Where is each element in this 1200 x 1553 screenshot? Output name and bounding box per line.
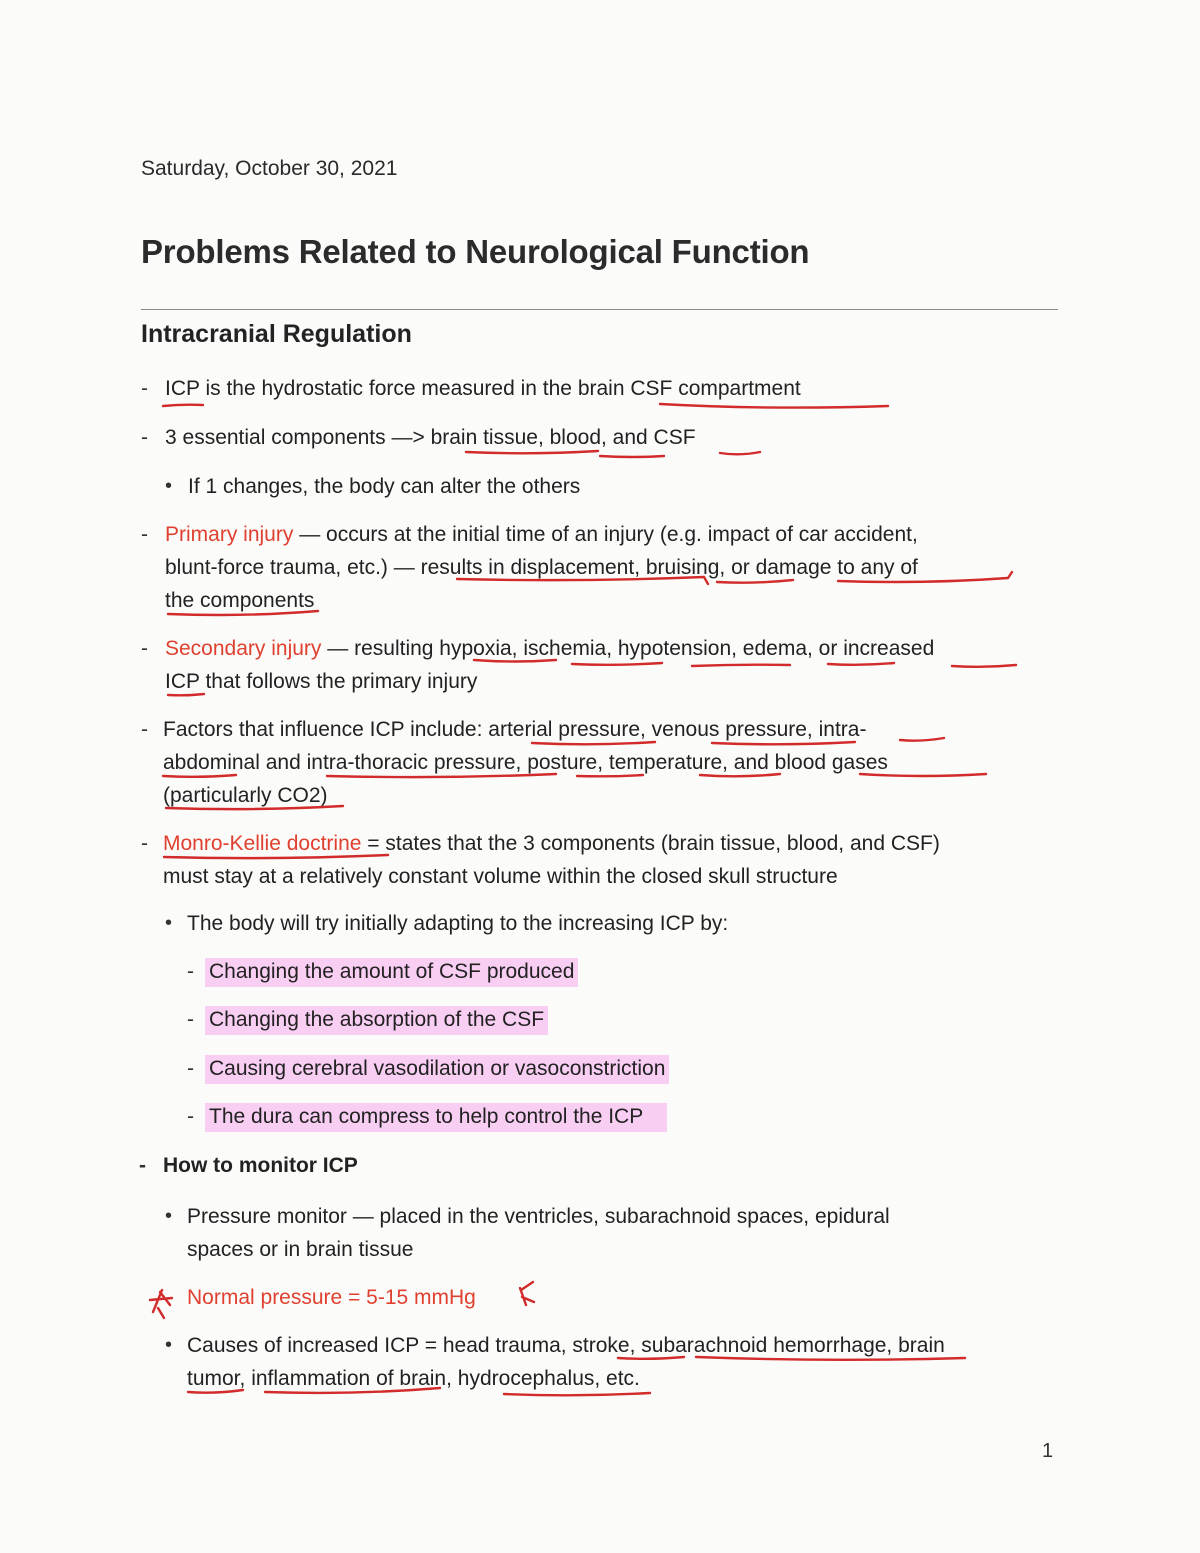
- causes-line-1: Causes of increased ICP = head trauma, stroke, subarachnoid hemorrhage, brain: [187, 1334, 945, 1357]
- highlight: Causing cerebral vasodilation or vasoconstriction: [205, 1055, 669, 1084]
- underline: [900, 738, 944, 741]
- monitor-heading: How to monitor ICP: [163, 1154, 358, 1177]
- dash-marker: -: [187, 1105, 194, 1128]
- adapt-item-1: [209, 955, 578, 988]
- dash-marker: -: [141, 832, 148, 855]
- adapt-item-4: [209, 1100, 667, 1133]
- dash-marker: -: [187, 1008, 194, 1031]
- normal-pressure: Normal pressure = 5-15 mmHg: [187, 1286, 476, 1309]
- dash-marker: -: [141, 426, 148, 449]
- bullet-marker: •: [165, 912, 173, 934]
- secondary-injury-line-1: [165, 632, 934, 665]
- primary-injury-text: — occurs at the initial time of an injury (e.g. impact of car accident,: [293, 523, 918, 546]
- dash-marker: -: [141, 377, 148, 400]
- dash-marker: -: [141, 523, 148, 546]
- dash-marker: -: [187, 1057, 194, 1080]
- causes-line-2: tumor, inflammation of brain, hydrocephalus, etc.: [187, 1367, 640, 1390]
- adapt-item-3: [209, 1052, 669, 1085]
- title-divider: [141, 309, 1058, 310]
- factors-line-3: (particularly CO2): [163, 784, 328, 807]
- icp-definition: [165, 372, 801, 405]
- monro-kellie-line-2: must stay at a relatively constant volume within the closed skull structure: [163, 865, 838, 888]
- primary-injury-line-1: [165, 518, 918, 551]
- secondary-injury-line-2: ICP that follows the primary injury: [165, 670, 478, 693]
- highlight: The dura can compress to help control the ICP: [205, 1103, 667, 1132]
- primary-injury-term: Primary injury: [165, 523, 294, 546]
- section-heading: Intracranial Regulation: [141, 320, 412, 348]
- dash-marker: -: [139, 1154, 146, 1177]
- bullet-marker: •: [165, 475, 173, 497]
- underline: [720, 452, 760, 454]
- factors-line-1: Factors that influence ICP include: arterial pressure, venous pressure, intra-: [163, 718, 867, 741]
- dash-marker: -: [141, 718, 148, 741]
- underline: [600, 456, 664, 457]
- monro-kellie-text: = states that the 3 components (brain tissue, blood, and CSF): [361, 832, 940, 855]
- secondary-injury-text: — resulting hypoxia, ischemia, hypotension, edema, or increased: [321, 637, 935, 660]
- pressure-monitor-line-1: Pressure monitor — placed in the ventricles, subarachnoid spaces, epidural: [187, 1205, 890, 1228]
- asterisk-icon: [150, 1290, 172, 1318]
- highlight: Changing the amount of CSF produced: [205, 958, 578, 987]
- secondary-injury-term: Secondary injury: [165, 637, 322, 660]
- factors-line-2: abdominal and intra-thoracic pressure, posture, temperature, and blood gases: [163, 751, 888, 774]
- dash-marker: -: [187, 960, 194, 983]
- primary-injury-line-2: blunt-force trauma, etc.) — results in displacement, bruising, or damage to any of: [165, 556, 918, 579]
- dash-marker: -: [141, 637, 148, 660]
- bullet-marker: •: [165, 1205, 173, 1227]
- bullet-marker: •: [165, 1334, 173, 1356]
- icp-term: ICP: [165, 377, 200, 400]
- icp-definition-text: is the hydrostatic force measured in the brain CSF compartment: [199, 377, 801, 400]
- adapt-line: The body will try initially adapting to the increasing ICP by:: [187, 912, 729, 935]
- page-number: 1: [1042, 1440, 1054, 1462]
- date-line: Saturday, October 30, 2021: [141, 157, 398, 180]
- adapt-item-2: [209, 1003, 548, 1036]
- monro-kellie-term: Monro-Kellie doctrine: [163, 832, 362, 855]
- page-title: Problems Related to Neurological Function: [141, 233, 810, 270]
- components-line: 3 essential components —> brain tissue, blood, and CSF: [165, 426, 696, 449]
- pressure-monitor-line-2: spaces or in brain tissue: [187, 1238, 414, 1261]
- components-sub-line: If 1 changes, the body can alter the others: [188, 475, 581, 498]
- highlight: Changing the absorption of the CSF: [205, 1006, 548, 1035]
- monro-kellie-line-1: [163, 827, 940, 860]
- primary-injury-line-3: the components: [165, 589, 315, 612]
- asterisk-icon: [520, 1282, 534, 1305]
- underline: [952, 665, 1016, 667]
